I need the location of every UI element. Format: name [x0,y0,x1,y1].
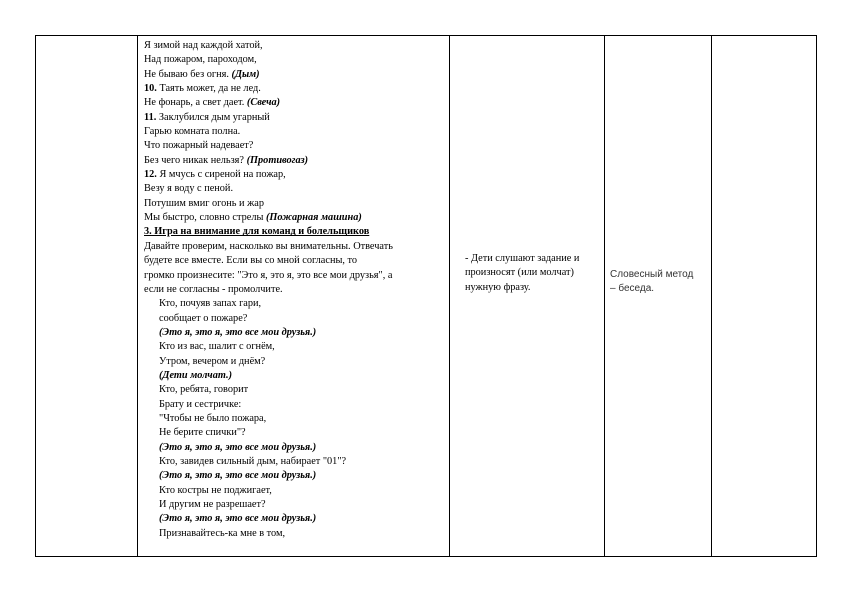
method-line: – беседа. [610,283,655,294]
text-line [144,269,444,283]
text-line [144,139,444,153]
text-line-content: Кто, ребята, говорит [159,384,249,396]
column-divider-3 [604,36,605,556]
text-line-content: будете все вместе. Если вы со мной согласны, то [144,255,358,267]
column-divider-2 [449,36,450,556]
text-line [144,254,444,268]
text-line-content: "Чтобы не было пожара, [159,412,267,424]
text-line [144,426,444,440]
answer-label: (Свеча) [246,97,281,109]
teacher-activity-cell [144,39,444,541]
text-line-content: сообщает о пожаре? [159,312,248,324]
text-line-content: Я зимой над каждой хатой, [144,40,263,51]
answer-label: (Дым) [231,68,260,80]
children-activity-line: - Дети слушают задание и [465,253,580,264]
text-line-content: (Это я, это я, это все мои друзья.) [159,470,317,482]
text-line-content: (Это я, это я, это все мои друзья.) [159,441,317,453]
text-line [144,527,444,541]
text-line-content: Кто из вас, шалит с огнём, [159,341,275,353]
children-activity-line: нужную фразу. [465,281,531,293]
text-line-content: (Это я, это я, это все мои друзья.) [159,326,317,338]
column-divider-4 [711,36,712,556]
text-line-content: Брату и сестричке: [159,398,242,410]
answer-label: (Пожарная машина) [265,212,362,224]
text-line [144,225,444,239]
answer-label: (Противогаз) [246,154,309,166]
text-line-content: Не фонарь, а свет дает. [144,97,245,109]
method-line: Словесный метод [610,269,694,280]
text-line-content: громко произнесите: "Это я, это я, это все мои друзья", а [144,269,393,281]
text-line-content: Потушим вмиг огонь и жар [144,197,264,209]
text-line [144,197,444,211]
text-line-content: Мы быстро, словно стрелы [144,212,264,224]
text-line [144,369,444,383]
text-line [144,96,444,110]
text-line-content: 3. Игра на внимание для команд и болельщиков [144,226,370,238]
text-line-content: 10. Таять может, да не лед. [144,83,261,95]
text-line-content: И другим не разрешает? [159,499,266,510]
lesson-table [35,35,817,557]
text-line [144,154,444,168]
text-line-content: Над пожаром, пароходом, [144,54,257,66]
text-line-content: 12. Я мчусь с сиреной на пожар, [144,169,286,181]
text-line-content: Кто, завидев сильный дым, набирает "01"? [159,455,347,467]
text-line [144,312,444,326]
text-line [144,383,444,397]
text-line [144,211,444,225]
text-line-content: если не согласны - промолчите. [144,283,283,295]
text-line-content: Что пожарный надевает? [144,140,254,152]
text-line [144,111,444,125]
text-line-content: (Дети молчат.) [159,369,232,381]
text-line [144,240,444,254]
text-line [144,297,444,311]
text-line [144,498,444,512]
text-line [144,283,444,297]
text-line [144,398,444,412]
text-line-content: Гарью комната полна. [144,126,241,138]
text-line-content: 11. Заклубился дым угарный [144,111,270,123]
text-line-content: Без чего никак нельзя? [144,154,244,166]
column-divider-1 [137,36,138,556]
text-line [144,125,444,139]
text-line [144,82,444,96]
text-line [144,68,444,82]
text-line [144,455,444,469]
children-activity-cell [465,252,603,295]
method-cell [610,268,720,296]
text-line [144,326,444,340]
text-line-content: (Это я, это я, это все мои друзья.) [159,513,317,525]
text-line-content: Не бываю без огня. [144,68,229,80]
text-line [144,168,444,182]
text-line-content: Признавайтесь-ка мне в том, [159,527,286,539]
text-line [144,340,444,354]
text-line [144,512,444,526]
text-line [144,182,444,196]
text-line-content: Утром, вечером и днём? [159,355,266,367]
text-line [144,484,444,498]
text-line-content: Кто, почуяв запах гари, [159,298,262,310]
text-line [144,355,444,369]
children-activity-line: произносят (или молчат) [465,267,574,279]
text-line-content: Кто костры не поджигает, [159,484,272,496]
text-line-content: Давайте проверим, насколько вы внимательны. Отвечать [144,240,393,252]
text-line-content: Не берите спички"? [159,427,246,439]
text-line [144,53,444,67]
text-line [144,412,444,426]
text-line [144,469,444,483]
text-line [144,39,444,53]
text-line [144,441,444,455]
text-line-content: Везу я воду с пеной. [144,183,234,195]
